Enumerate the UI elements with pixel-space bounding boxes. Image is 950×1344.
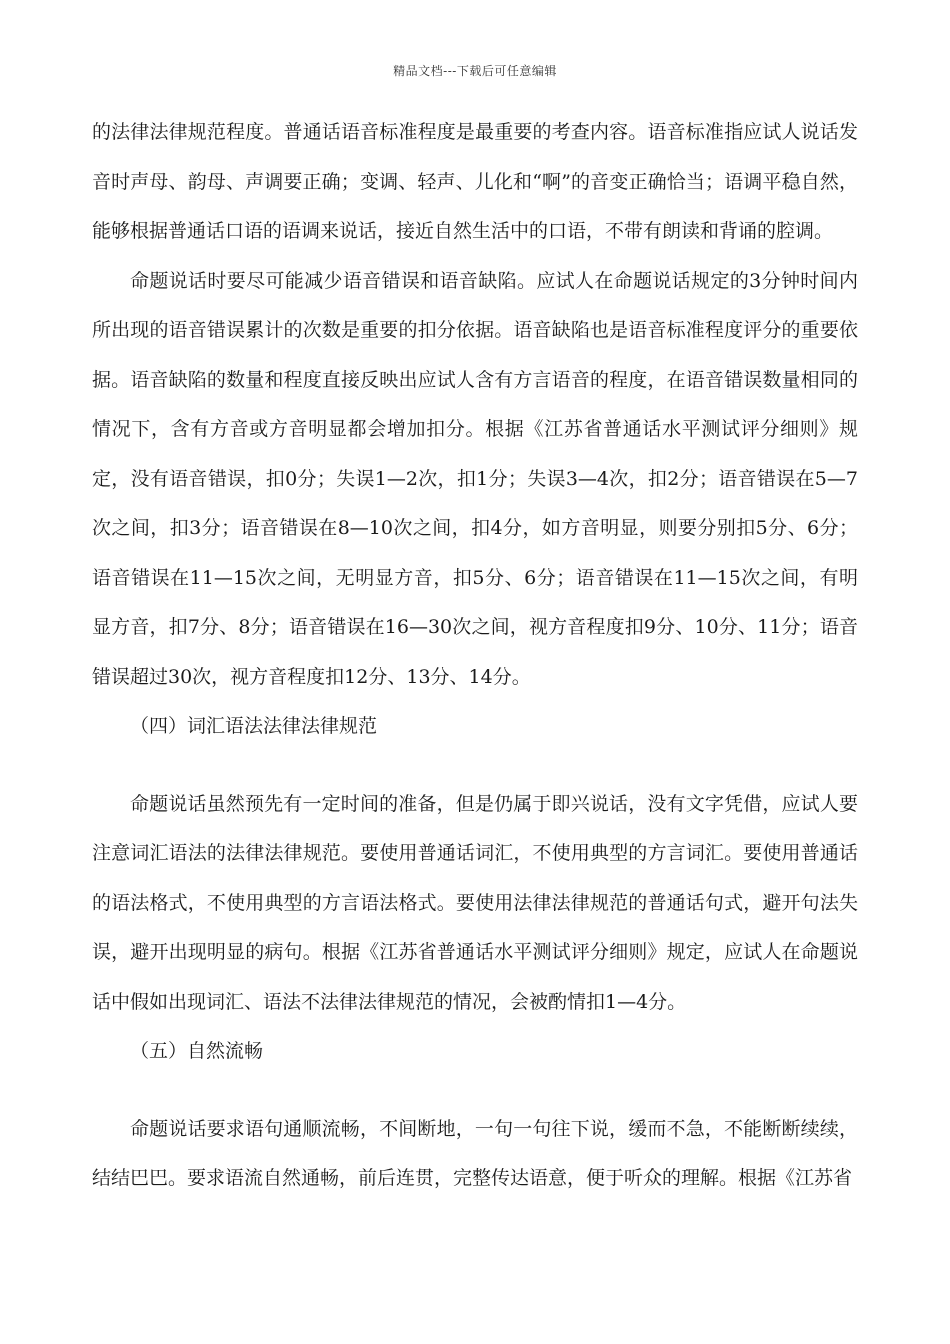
spacer: [92, 1077, 858, 1105]
paragraph-pronunciation-errors: 命题说话时要尽可能减少语音错误和语音缺陷。应试人在命题说话规定的3分钟时间内所出现的语音错误累计的次数是重要的扣分依据。语音缺陷也是语音标准程度评分的重要依据。语音缺陷的数量和程度直接反映出应试人含有方言语音的程度，在语音错误数量相同的情况下，含有方音或方音明显都会增加扣分。根据《江苏省普通话水平测试评分细则》规定，没有语音错误，扣0分；失误1—2次，扣1分；失误3—4次，扣2分；语音错误在5—7次之间，扣3分；语音错误在8—10次之间，扣4分，如方音明显，则要分别扣5分、6分；语音错误在11—15次之间，无明显方音，扣5分、6分；语音错误在11—15次之间，有明显方音，扣7分、8分；语音错误在16—30次之间，视方音程度扣9分、10分、11分；语音错误超过30次，视方音程度扣12分、13分、14分。: [92, 269, 858, 688]
paragraph-pronunciation-standard: 的法律法律规范程度。普通话语音标准程度是最重要的考查内容。语音标准指应试人说话发音时声母、韵母、声调要正确；变调、轻声、儿化和“啊”的音变正确恰当；语调平稳自然，能够根据普通话口语的语调来说话，接近自然生活中的口语，不带有朗读和背诵的腔调。: [92, 121, 858, 242]
section-heading-fluency: （五）自然流畅: [130, 1040, 264, 1062]
paragraph-fluency: 命题说话要求语句通顺流畅，不间断地，一句一句往下说，缓而不急，不能断断续续，结结巴巴。要求语流自然通畅，前后连贯，完整传达语意，便于听众的理解。根据《江苏省: [92, 1117, 858, 1189]
spacer: [92, 752, 858, 780]
page-header: 精品文档---下载后可任意编辑: [393, 64, 557, 78]
paragraph-vocabulary-grammar: 命题说话虽然预先有一定时间的准备，但是仍属于即兴说话，没有文字凭借，应试人要注意词汇语法的法律法律规范。要使用普通话词汇，不使用典型的方言词汇。要使用普通话的语法格式，不使用典型的方言语法格式。要使用法律法律规范的普通话句式，避开句法失误，避开出现明显的病句。根据《江苏省普通话水平测试评分细则》规定，应试人在命题说话中假如出现词汇、语法不法律法律规范的情况，会被酌情扣1—4分。: [92, 792, 858, 1013]
section-heading-vocabulary-grammar: （四）词汇语法法律法律规范: [130, 715, 378, 737]
document-body: [92, 108, 858, 1204]
